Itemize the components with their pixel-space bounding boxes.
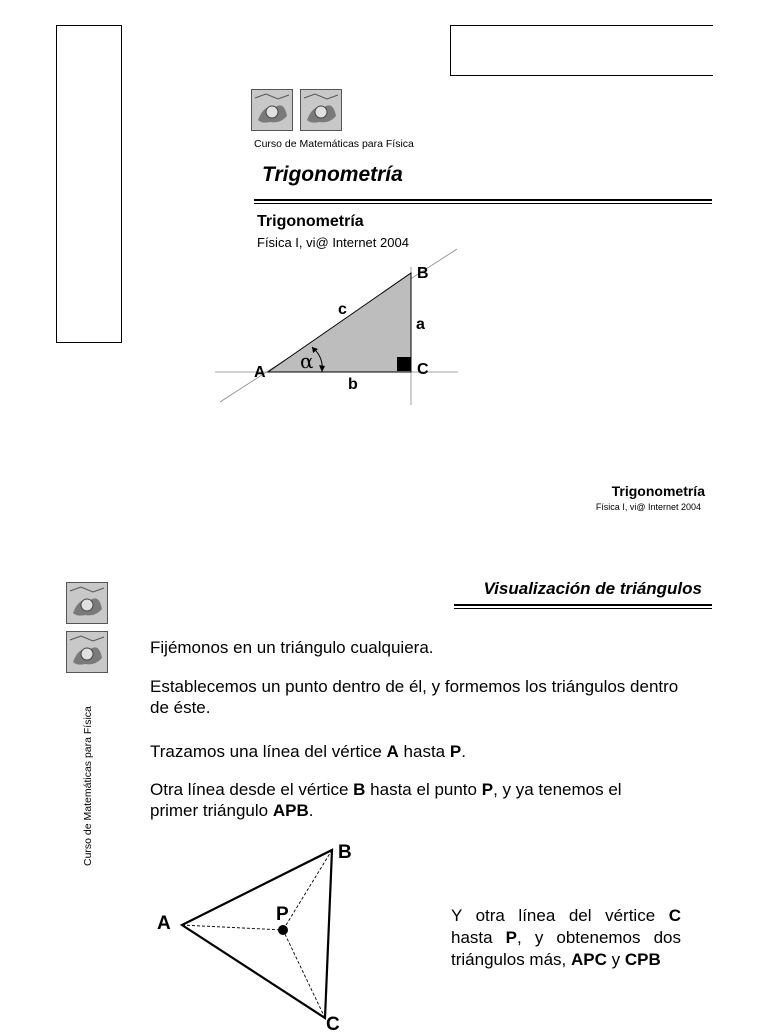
footer-source: Física I, vi@ Internet 2004 [595, 502, 701, 512]
side-label-c: c [338, 301, 347, 318]
course-logo-image [66, 631, 108, 673]
triangle-point-diagram [170, 840, 350, 1024]
title-rule-thin [254, 203, 712, 204]
paragraph-5: Y otra línea del vértice C hasta P, y obtenemos dos triángulos más, APC y CPB [451, 906, 681, 969]
paragraph-1: Fijémonos en un triángulo cualquiera. [150, 638, 434, 657]
vertex-label-b: B [417, 265, 429, 282]
vertex-label-a: A [254, 364, 266, 381]
title-rule [254, 199, 712, 201]
paragraph-2: Establecemos un punto dentro de él, y formemos los triángulos dentro de éste. [150, 677, 679, 717]
right-header-box [450, 25, 713, 76]
vertex-label-c: C [417, 361, 429, 378]
side-label-a: a [416, 316, 425, 333]
left-margin-box [56, 25, 122, 343]
paragraph-4: Otra línea desde el vértice B hasta el punto P, y ya tenemos el primer triángulo APB. [150, 780, 622, 820]
diagram-label-a: A [157, 913, 171, 934]
page-title: Trigonometría [262, 163, 403, 186]
heading-rule [454, 604, 712, 606]
course-logo-image [66, 582, 108, 624]
course-name-vertical: Curso de Matemáticas para Física [82, 706, 94, 866]
section-heading: Visualización de triángulos [483, 579, 702, 598]
heading-rule-thin [454, 608, 712, 609]
diagram-label-p: P [276, 904, 289, 925]
footer-title: Trigonometría [611, 483, 705, 499]
right-triangle-diagram [210, 245, 470, 410]
slide-source: Física I, vi@ Internet 2004 [257, 235, 409, 250]
course-logo-image [251, 89, 293, 131]
diagram-label-c: C [326, 1014, 340, 1035]
side-label-b: b [348, 376, 358, 393]
slide-subtitle: Trigonometría [257, 213, 364, 230]
course-name: Curso de Matemáticas para Física [254, 138, 414, 150]
course-logo-image [300, 89, 342, 131]
angle-label-alpha: α [300, 349, 314, 373]
paragraph-3: Trazamos una línea del vértice A hasta P. [150, 742, 466, 761]
diagram-label-b: B [338, 842, 352, 863]
